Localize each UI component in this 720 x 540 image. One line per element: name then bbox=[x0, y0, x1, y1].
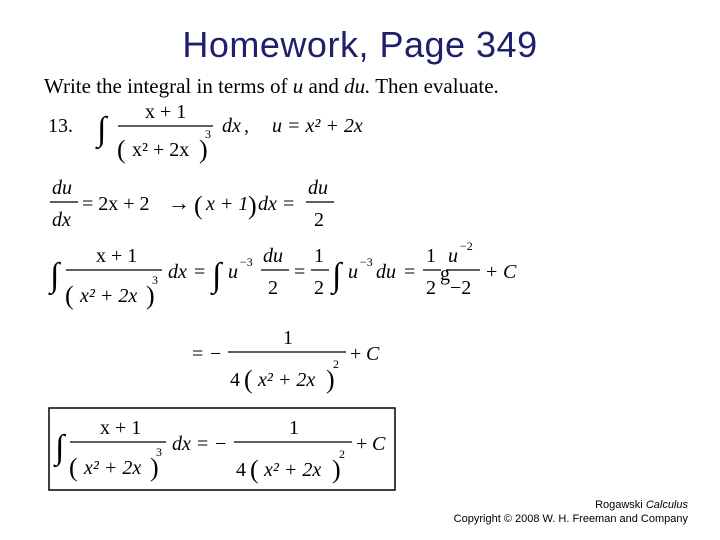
exponent-3: 3 bbox=[152, 273, 158, 287]
rparen: ) bbox=[248, 191, 257, 220]
integral-sign-3: ∫ bbox=[212, 257, 222, 294]
du-top: du bbox=[52, 177, 72, 199]
arrow: → bbox=[168, 190, 190, 215]
rparen-2: ) bbox=[146, 281, 155, 310]
credit-line-1 bbox=[454, 498, 688, 512]
dx-2: dx bbox=[168, 261, 187, 283]
denominator-rparen: ) bbox=[199, 135, 208, 164]
two-bottom: 2 bbox=[314, 209, 324, 231]
two-bottom-2: 2 bbox=[268, 277, 278, 299]
neg2-bottom: −2 bbox=[450, 277, 472, 299]
du-top-2: du bbox=[308, 177, 328, 199]
exponent-neg3: −3 bbox=[240, 255, 253, 269]
one-top-2: 1 bbox=[426, 245, 436, 267]
exponent-3-2: 3 bbox=[156, 445, 162, 459]
page-title: Homework, Page 349 bbox=[182, 24, 538, 65]
lparen-3: ( bbox=[244, 365, 253, 394]
constant-C-3: C bbox=[372, 433, 386, 455]
dx-bottom: dx bbox=[52, 209, 71, 231]
u-definition: u = x² + 2x bbox=[272, 115, 363, 137]
denominator-lparen: ( bbox=[117, 135, 126, 164]
constant-C-2: C bbox=[366, 343, 380, 365]
denominator-inner-3: x² + 2x bbox=[258, 369, 316, 391]
denominator-inner-4: x² + 2x bbox=[84, 457, 142, 479]
denominator-exponent: 3 bbox=[205, 127, 211, 141]
lparen-4: ( bbox=[69, 453, 78, 482]
u-var-3: u bbox=[448, 245, 458, 267]
u-var-2: u bbox=[348, 261, 358, 283]
two-bottom-3: 2 bbox=[314, 277, 324, 299]
numerator-x-plus-1-3: x + 1 bbox=[100, 417, 142, 439]
dx: dx bbox=[258, 193, 277, 215]
dx-3: dx bbox=[172, 433, 191, 455]
du-top-3: du bbox=[263, 245, 283, 267]
stray-glyph: g bbox=[440, 263, 450, 285]
integral-sign-4: ∫ bbox=[332, 257, 342, 294]
credit-author: Rogawski bbox=[595, 499, 646, 511]
one-top-4: 1 bbox=[289, 417, 299, 439]
credit-line-2: Copyright © 2008 W. H. Freeman and Company bbox=[453, 513, 688, 525]
four: 4 bbox=[230, 369, 240, 391]
plus-3: + bbox=[356, 433, 368, 455]
denominator-inner: x² + 2x bbox=[132, 139, 190, 161]
rparen-5: ) bbox=[332, 455, 341, 484]
equals: = bbox=[283, 193, 295, 215]
x-plus-1-paren: x + 1 bbox=[206, 193, 249, 215]
instruction-part2: and bbox=[303, 74, 345, 98]
exponent-neg3-2: −3 bbox=[360, 255, 373, 269]
equals-3: = bbox=[294, 261, 306, 283]
plus-2: + bbox=[350, 343, 362, 365]
integral-sign-5: ∫ bbox=[55, 429, 65, 466]
one-top-3: 1 bbox=[283, 327, 293, 349]
copyright-credit bbox=[454, 498, 688, 526]
problem-number: 13. bbox=[48, 115, 73, 137]
du-2: du bbox=[376, 261, 396, 283]
numerator-x-plus-1: x + 1 bbox=[145, 101, 187, 123]
equals-2: = bbox=[194, 261, 206, 283]
equals-4: = bbox=[404, 261, 416, 283]
dx-label: dx bbox=[222, 115, 241, 137]
credit-book: Calculus bbox=[645, 499, 688, 511]
constant-C: C bbox=[503, 261, 517, 283]
lparen-2: ( bbox=[65, 281, 74, 310]
instruction-var-u: u bbox=[292, 74, 304, 98]
minus: − bbox=[210, 343, 222, 365]
lparen: ( bbox=[194, 191, 203, 220]
instruction-part1: Write the integral in terms of bbox=[44, 74, 293, 98]
instruction-var-du: du. bbox=[344, 74, 371, 98]
exponent-2-2: 2 bbox=[339, 447, 345, 461]
integral-sign: ∫ bbox=[97, 111, 107, 148]
comma: , bbox=[244, 115, 249, 137]
plus: + bbox=[486, 261, 498, 283]
minus-2: − bbox=[215, 433, 227, 455]
four-2: 4 bbox=[236, 459, 246, 481]
two-bottom-4: 2 bbox=[426, 277, 436, 299]
u-var: u bbox=[228, 261, 238, 283]
denominator-inner-2: x² + 2x bbox=[80, 285, 138, 307]
denominator-inner-5: x² + 2x bbox=[264, 459, 322, 481]
lparen-5: ( bbox=[250, 455, 259, 484]
one-top: 1 bbox=[314, 245, 324, 267]
instruction-part3: Then evaluate. bbox=[370, 74, 499, 98]
numerator-x-plus-1-2: x + 1 bbox=[96, 245, 138, 267]
rparen-3: ) bbox=[326, 365, 335, 394]
equals-neg: = bbox=[192, 343, 204, 365]
exponent-2: 2 bbox=[333, 357, 339, 371]
rparen-4: ) bbox=[150, 453, 159, 482]
equals-2x-plus-2: = 2x + 2 bbox=[82, 193, 150, 215]
equals-5: = bbox=[197, 433, 209, 455]
exponent-neg2: −2 bbox=[460, 239, 473, 253]
integral-sign-2: ∫ bbox=[50, 257, 60, 294]
